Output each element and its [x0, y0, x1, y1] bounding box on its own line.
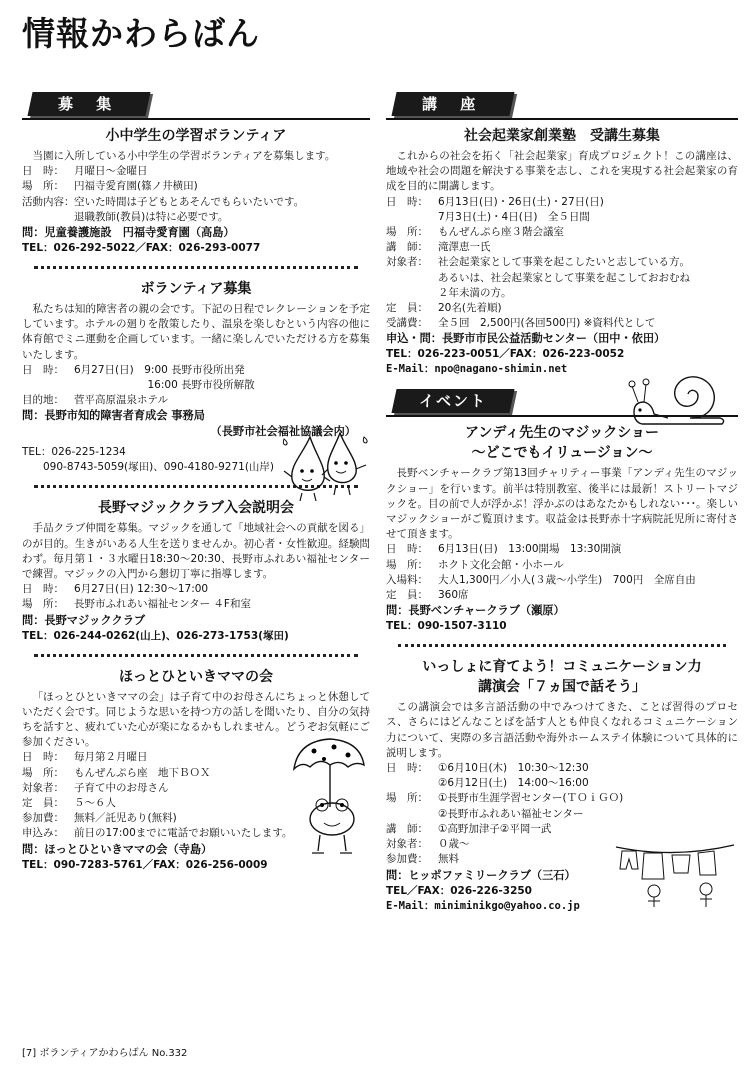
detail-label: 参加費：	[386, 853, 428, 866]
detail-label: 日 時：	[386, 543, 428, 556]
dotted-divider	[34, 266, 358, 269]
detail-row	[22, 363, 370, 378]
item-entrepreneur	[386, 126, 738, 377]
detail-row	[386, 588, 738, 603]
item-magic-show	[386, 423, 738, 634]
detail-value: 6月27日(日) 12:30～17:00	[74, 583, 209, 596]
detail-label: 定 員：	[22, 797, 64, 810]
detail-label: 対象者：	[386, 838, 428, 851]
water-drops-illustration	[280, 431, 372, 503]
detail-value: 空いた時間は子どもとあそんでもらいたいです。	[74, 195, 305, 208]
section-heading-event: イベント	[391, 389, 514, 413]
detail-list	[22, 582, 370, 612]
detail-value: 無料／託児あり(無料)	[74, 812, 177, 825]
detail-row	[22, 179, 370, 194]
detail-label: 場 所：	[22, 598, 64, 611]
contact-line: 申込・問：長野市市民公益活動センター（田中・依田）	[386, 332, 666, 346]
tel-line: TEL：026-244-0262(山上)、026-273-1753(塚田)	[22, 629, 289, 642]
detail-label: 日 時：	[22, 751, 64, 764]
detail-list	[386, 195, 738, 332]
detail-label	[386, 210, 438, 225]
detail-value: 社会起業家として事業を起こしたいと志している方。	[438, 256, 690, 269]
detail-value: 16:00 長野市役所解散	[74, 379, 255, 392]
detail-label: 日 時：	[22, 583, 64, 596]
detail-list	[22, 363, 370, 409]
detail-row	[22, 210, 370, 225]
detail-label: 場 所：	[22, 766, 64, 779]
detail-row	[386, 225, 738, 240]
item-intro: 長野ベンチャークラブ第13回チャリティー事業「アンディ先生のマジックショー」を行います。前半は特別教室、後半には最新！ストリートマジックを。目の前で人が浮かぶ！浮かぶのはあなたかもしれない･･･。楽しいマジックショーがご覧頂けます。収益金は長野赤十字病院託児所に寄付させて頂きます。	[386, 467, 738, 541]
detail-row	[386, 791, 738, 806]
detail-value: もんぜんぷら座 地下ＢＯＸ	[74, 766, 211, 779]
detail-label: 申込み：	[22, 827, 64, 840]
detail-row	[386, 286, 738, 301]
detail-label: 日 時：	[22, 165, 64, 178]
detail-row	[386, 822, 738, 837]
detail-row	[386, 316, 738, 331]
contact-line: 問：長野マジッククラブ	[22, 613, 146, 627]
detail-value: 無料	[438, 853, 459, 866]
detail-row	[386, 210, 738, 225]
detail-value: 20名(先着順)	[438, 302, 502, 315]
tel-line: TEL：090-1507-3110	[386, 620, 507, 633]
detail-value: 前日の17:00までに電話でお願いいたします。	[74, 827, 293, 840]
detail-label: 場 所：	[22, 180, 64, 193]
detail-value: 大人1,300円／小人(３歳～小学生) 700円 全席自由	[438, 573, 696, 586]
detail-row	[386, 255, 738, 270]
contact-sub: （長野市社会福祉協議会内）	[210, 425, 356, 439]
section-heading-course: 講 座	[391, 92, 514, 116]
detail-label: 場 所：	[386, 226, 428, 239]
detail-label: 場 所：	[386, 792, 428, 805]
detail-row	[386, 807, 738, 822]
detail-value: あるいは、社会起業家として事業を起こしておおむね	[438, 271, 690, 284]
contact-line: 問：長野ベンチャークラブ（瀬原）	[386, 604, 565, 618]
detail-value: 7月3日(土)・4日(日) 全５日間	[438, 210, 590, 223]
detail-value: ①6月10日(木) 10:30～12:30	[438, 762, 589, 775]
detail-value: 6月13日(日)・26日(土)・27日(日)	[438, 195, 604, 208]
detail-row	[386, 542, 738, 557]
detail-label: 日 時：	[22, 363, 64, 376]
detail-label	[386, 776, 438, 791]
detail-value: 退職教師(教員)は特に必要です。	[74, 210, 229, 223]
tel-line: TEL／FAX：026-226-3250	[386, 884, 532, 897]
tel-line: TEL：026-223-0051／FAX：026-223-0052	[386, 348, 625, 361]
detail-value: 子育て中のお母さん	[74, 781, 169, 794]
item-communication	[386, 657, 738, 913]
detail-row	[386, 271, 738, 286]
detail-row	[22, 393, 370, 408]
contact-line: 問：長野市知的障害者育成会 事務局	[22, 409, 205, 423]
detail-label: 定 員：	[386, 589, 428, 602]
detail-row	[22, 582, 370, 597]
detail-label: 活動内容：	[22, 195, 75, 208]
detail-row	[386, 776, 738, 791]
detail-label: 日 時：	[386, 195, 428, 208]
section-band-course	[386, 92, 738, 120]
detail-value: 6月27日(日) 9:00 長野市役所出発	[74, 363, 245, 376]
detail-value: 滝澤恵一氏	[438, 241, 491, 254]
detail-label: 目的地：	[22, 394, 64, 407]
tel-line: TEL：026-225-1234 090-8743-5059(塚田)、090-4180-9271(山岸)	[22, 446, 275, 474]
detail-row	[386, 573, 738, 588]
page-title: 情報かわらばん	[22, 14, 260, 53]
dotted-divider	[34, 654, 358, 657]
detail-value: ②6月12日(土) 14:00～16:00	[438, 777, 589, 790]
detail-label	[386, 286, 438, 301]
detail-row	[22, 378, 370, 393]
detail-value: 月曜日～金曜日	[74, 165, 148, 178]
detail-value: 円福寺愛育園(篠ノ井横田)	[74, 180, 198, 193]
item-student-volunteer	[22, 126, 370, 256]
detail-value: 菅平高原温泉ホテル	[74, 394, 168, 407]
item-mama	[22, 667, 370, 873]
detail-value: ５～６人	[74, 797, 116, 810]
section-heading-recruit: 募 集	[27, 92, 150, 116]
detail-list	[22, 164, 370, 225]
detail-value: もんぜんぷら座３階会議室	[438, 226, 564, 239]
detail-label: 入場料：	[386, 573, 428, 586]
item-title: アンディ先生のマジックショー	[464, 425, 660, 442]
detail-label: 講 師：	[386, 822, 428, 835]
detail-label	[22, 378, 74, 393]
item-volunteer	[22, 279, 370, 475]
item-title: ボランティア募集	[140, 281, 252, 298]
detail-value: ホクト文化会館・小ホール	[438, 558, 564, 571]
detail-label: 受講費：	[386, 317, 428, 330]
item-title: 長野マジッククラブ入会説明会	[98, 500, 294, 517]
frog-umbrella-illustration	[290, 735, 370, 863]
detail-row	[386, 195, 738, 210]
section-band-event	[386, 389, 738, 417]
detail-row	[386, 240, 738, 255]
detail-value: ０歳～	[438, 838, 470, 851]
tel-line: TEL：026-292-5022／FAX：026-293-0077	[22, 242, 261, 255]
item-intro: 「ほっとひといきママの会」は子育て中のお母さんにちょっと休憩していただく会です。同じような思いを持つ方の話しを聞いたり、自分の気持ちを話すと、疲れていた心が楽になるかもしれません。どうぞお気軽にご参加ください。	[22, 690, 370, 749]
section-band-recruit	[22, 92, 370, 120]
detail-label: 対象者：	[386, 256, 428, 269]
detail-row	[22, 164, 370, 179]
item-intro: この講演会では多言語活動の中でみつけてきた、ことば習得のプロセス、さらにはどんなことばを話す人とも仲良くなれるコミュニケーション力について、実際の多言語活動や海外ホームステイ体験について具体的に説明します。	[386, 701, 738, 759]
item-title: 社会起業家創業塾 受講生募集	[464, 128, 660, 144]
detail-value: ①高野加津子②平岡一武	[438, 822, 552, 835]
item-subtitle: ～どこでもイリュージョン～	[471, 445, 653, 462]
item-intro: 私たちは知的障害者の親の会です。下記の日程でレクレーションを予定しています。ホテルの廻りを散策したり、温泉を楽しむという内容の他に体育館でミニ運動を企画しています。一緒に楽しんでいただける方を募集いたします。	[22, 303, 370, 361]
detail-list	[386, 542, 738, 603]
contact-line: 問：ほっとひといきママの会（寺島）	[22, 842, 213, 856]
contact-line: 問：ヒッポファミリークラブ（三石）	[386, 868, 576, 882]
dotted-divider	[398, 644, 726, 647]
item-subtitle: 講演会「７ヵ国で話そう」	[478, 679, 646, 696]
detail-value: 毎月第２月曜日	[74, 751, 148, 764]
detail-row	[22, 597, 370, 612]
email-line: E-Mail：npo@nagano-shimin.net	[386, 363, 568, 376]
page-footer: [7] ボランティアかわらばん No.332	[22, 1048, 188, 1059]
detail-value: ①長野市生涯学習センター(ＴＯｉＧＯ)	[438, 792, 624, 805]
item-title: 小中学生の学習ボランティア	[105, 128, 287, 144]
detail-label: 場 所：	[386, 558, 428, 571]
detail-label: 参加費：	[22, 812, 64, 825]
detail-label: 定 員：	[386, 302, 428, 315]
clothesline-illustration	[614, 839, 736, 909]
detail-label	[22, 210, 74, 225]
detail-label: 日 時：	[386, 762, 428, 775]
tel-line: TEL：090-7283-5761／FAX：026-256-0009	[22, 858, 268, 871]
item-title: いっしょに育てよう！コミュニケーション力	[422, 659, 702, 676]
item-intro: 当園に入所している小中学生の学習ボランティアを募集します。	[32, 150, 336, 162]
detail-value: ２年未満の方。	[438, 286, 512, 299]
item-magic-club	[22, 498, 370, 643]
detail-row	[386, 558, 738, 573]
detail-value: 長野市ふれあい福祉センター ４F和室	[74, 598, 251, 611]
email-line: E-Mail：miniminikgo@yahoo.co.jp	[386, 899, 580, 912]
detail-value: 6月13日(日) 13:00開場 13:30開演	[438, 543, 622, 556]
left-column	[22, 92, 370, 873]
detail-value: 全５回 2,500円(各回500円) ※資料代として	[438, 317, 656, 330]
detail-label: 講 師：	[386, 241, 428, 254]
item-intro: これからの社会を拓く「社会起業家」育成プロジェクト！この講座は、地域や社会の問題を解決する事業を志し、これを実現する社会起業家の育成を目的に開講します。	[386, 150, 738, 193]
detail-value: ②長野市ふれあい福祉センター	[438, 807, 584, 820]
detail-label	[386, 807, 438, 822]
detail-label: 対象者：	[22, 781, 64, 794]
detail-label	[386, 271, 438, 286]
detail-row	[386, 301, 738, 316]
item-intro: 手品クラブ仲間を募集。マジックを通して「地域社会への貢献を図る」のが目的。生きがいある人生を送りませんか。初心者・女性歓迎。経験問わず。毎月第１・３水曜日18:30～20:30、長野市ふれあい福祉センターで練習。マジックの入門から懇切丁寧に指導します。	[22, 522, 370, 581]
right-column	[386, 92, 738, 914]
detail-row	[22, 195, 370, 210]
item-title: ほっとひといきママの会	[119, 668, 273, 685]
detail-value: 360席	[438, 589, 469, 602]
detail-row	[386, 761, 738, 776]
contact-line: 問：児童養護施設 円福寺愛育園（高島）	[22, 226, 235, 240]
